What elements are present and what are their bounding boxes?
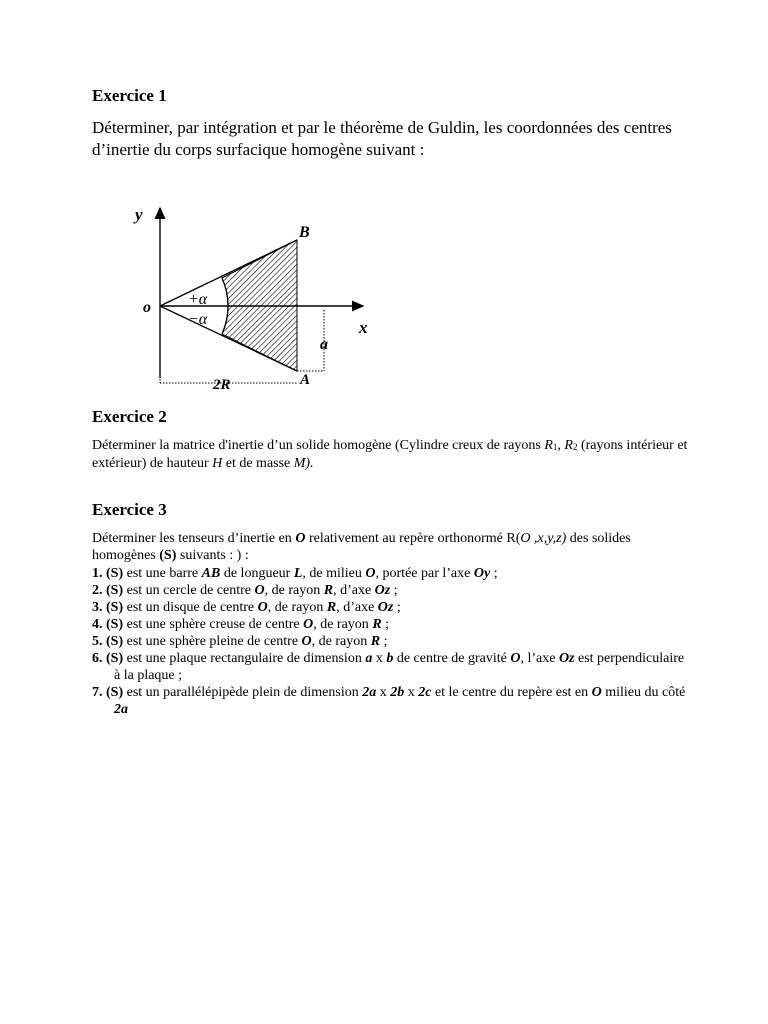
ex2-m: M). (293, 456, 314, 471)
exercise-3-title: Exercice 3 (92, 500, 167, 519)
ex2-r1: R (544, 438, 553, 453)
ex2-h: H (212, 456, 223, 471)
ex3-intro-d: suivants : ) : (176, 548, 249, 563)
exercise-3-list (92, 565, 692, 718)
label-2r: 2R (213, 377, 231, 393)
ex3-intro-frame: O ,x,y,z) (520, 531, 567, 546)
exercise-2-statement (92, 437, 692, 472)
label-o: o (143, 299, 151, 316)
ex2-text-3: et de masse (222, 456, 294, 471)
exercise-1-statement: Déterminer, par intégration et par le théorème de Guldin, les coordonnées des centres d’inertie du corps surfacique homogène suivant : (92, 118, 672, 159)
label-a: a (320, 336, 328, 353)
label-x: x (359, 318, 368, 337)
list-item: 5. (S) est une sphère pleine de centre O, de rayon R ; (92, 634, 388, 649)
list-item: 3. (S) est un disque de centre O, de rayon R, d’axe Oz ; (92, 600, 401, 615)
list-item: 7. (S) est un parallélépipède plein de dimension 2a x 2b x 2c et le centre du repère est en O milieu du côté 2a (92, 685, 686, 717)
label-minus-alpha: −α (188, 311, 208, 328)
exercise-2-title: Exercice 2 (92, 407, 167, 426)
label-plus-alpha: +α (188, 291, 208, 308)
label-capital-a: A (300, 372, 311, 388)
ex2-sub-2: 2 (572, 442, 578, 452)
ex2-sub-1: 1 (552, 442, 558, 452)
label-b: B (299, 224, 310, 241)
ex3-intro-c: des solides homogènes (92, 531, 631, 563)
ex3-intro-a: Déterminer les tenseurs d’inertie en (92, 531, 296, 546)
ex3-intro-o: O (295, 531, 306, 546)
ex2-comma: , (557, 438, 565, 453)
list-item: 4. (S) est une sphère creuse de centre O, de rayon R ; (92, 617, 390, 632)
ex2-text-1: Déterminer la matrice d'inertie d’un solide homogène (Cylindre creux de rayons (92, 438, 545, 453)
list-item: 6. (S) est une plaque rectangulaire de dimension a x b de centre de gravité O, l’axe Oz est perpendiculaire à la plaque ; (92, 651, 685, 683)
sector-figure (125, 198, 385, 398)
ex2-r2: R (564, 438, 573, 453)
ex3-intro-b: relativement au repère orthonormé R( (305, 531, 521, 546)
list-item: 2. (S) est un cercle de centre O, de rayon R, d’axe Oz ; (92, 583, 398, 598)
ex2-text-2: (rayons intérieur et extérieur) de hauteur (92, 438, 688, 471)
ex3-intro-s: (S) (159, 548, 177, 563)
exercise-3-intro (92, 530, 692, 564)
label-y: y (135, 205, 143, 224)
list-item: 1. (S) est une barre AB de longueur L, de milieu O, portée par l’axe Oy ; (92, 566, 498, 581)
exercise-1-title: Exercice 1 (92, 86, 167, 105)
